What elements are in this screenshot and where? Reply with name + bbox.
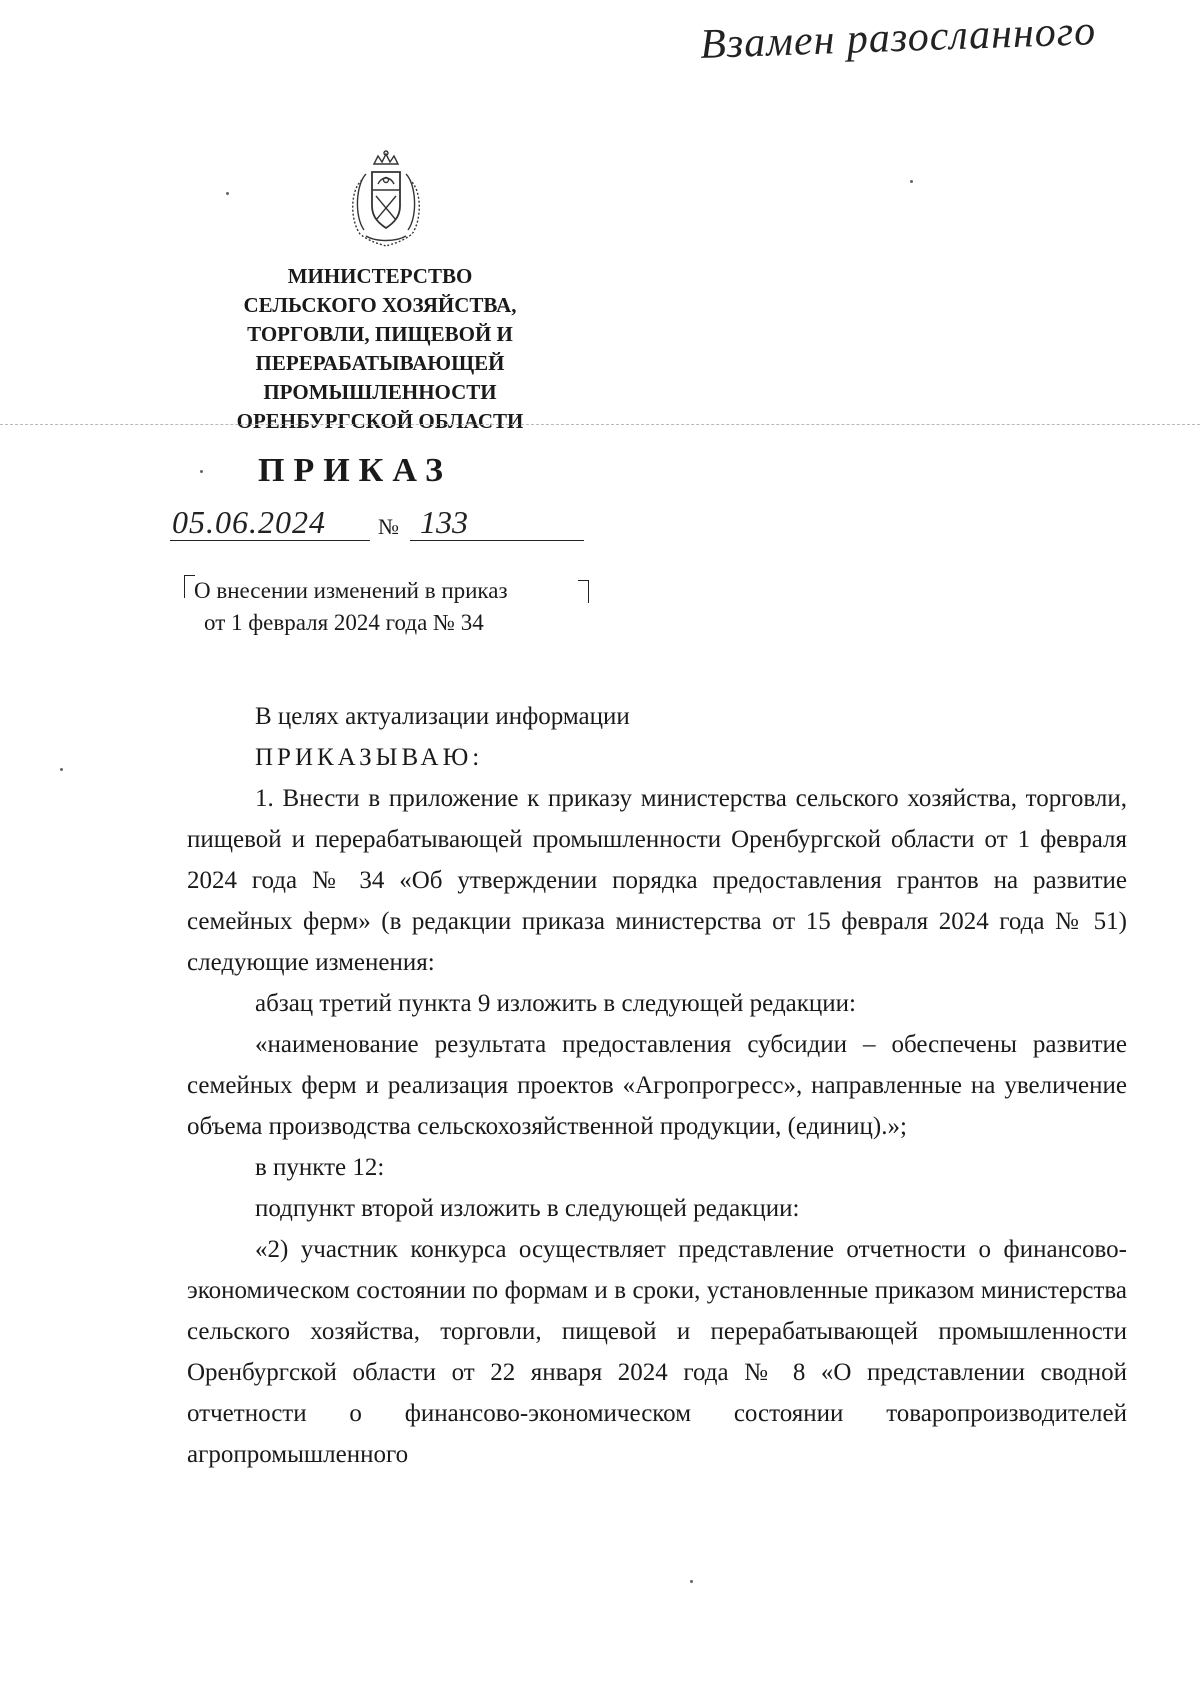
- body-paragraph: подпункт второй изложить в следующей редакции:: [255, 1195, 800, 1222]
- order-date-number-line: [170, 500, 590, 550]
- command-word: ПРИКАЗЫВАЮ:: [255, 744, 484, 771]
- order-subject: [186, 575, 606, 639]
- handwritten-note: Взамен разосланного: [699, 8, 1097, 68]
- order-number: 133: [420, 504, 468, 540]
- scan-separator-line: [0, 424, 1200, 425]
- ministry-line: ТОРГОВЛИ, ПИЩЕВОЙ И: [247, 322, 513, 346]
- ministry-line: ОРЕНБУРГСКОЙ ОБЛАСТИ: [236, 409, 524, 433]
- body-paragraph: в пункте 12:: [255, 1154, 385, 1181]
- scan-speck: [200, 470, 203, 473]
- scan-speck: [226, 192, 229, 195]
- subject-line-2: от 1 февраля 2024 года № 34: [204, 610, 484, 635]
- body-paragraph: 1. Внести в приложение к приказу министерства сельского хозяйства, торговли, пищевой и перерабатывающей промышленности Оренбургской области от 1 февраля 2024 года № 34 «Об утверждении порядка предоставления грантов на развитие семейных ферм» (в редакции приказа министерства от 15 февраля 2024 года № 51) следующие изменения:: [187, 785, 1127, 976]
- scan-speck: [910, 180, 913, 183]
- body-paragraph: «2) участник конкурса осуществляет представление отчетности о финансово-экономическом состоянии по формам и в сроки, установленные приказом министерства сельского хозяйства, торговли, пищевой и перерабатывающей промышленности Оренбургской области от 22 января 2024 года № 8 «О представлении сводной отчетности о финансово-экономическом состоянии товаропроизводителей агропромышленного: [187, 1236, 1127, 1468]
- number-underline: [410, 540, 584, 541]
- date-underline: [170, 540, 370, 541]
- scan-speck: [60, 768, 63, 771]
- scan-speck: [690, 1580, 693, 1583]
- number-sign: №: [378, 514, 399, 539]
- ministry-line: СЕЛЬСКОГО ХОЗЯЙСТВА,: [243, 293, 517, 317]
- preamble: В целях актуализации информации: [255, 703, 630, 730]
- order-date: 05.06.2024: [172, 504, 326, 540]
- document-title: ПРИКАЗ: [258, 452, 452, 489]
- document-body: [187, 696, 1127, 1475]
- subject-line-1: О внесении изменений в приказ: [194, 578, 508, 603]
- coat-of-arms-emblem: [336, 150, 436, 250]
- ministry-line: МИНИСТЕРСТВО: [287, 264, 473, 288]
- ministry-line: ПРОМЫШЛЕННОСТИ: [263, 380, 497, 404]
- body-paragraph: абзац третий пункта 9 изложить в следующей редакции:: [255, 990, 856, 1017]
- ministry-line: ПЕРЕРАБАТЫВАЮЩЕЙ: [255, 351, 505, 375]
- body-paragraph: «наименование результата предоставления субсидии – обеспечены развитие семейных ферм и реализация проектов «Агропрогресс», направленные на увеличение объема производства сельскохозяйственной продукции, (единиц).»;: [187, 1031, 1127, 1140]
- ministry-name-block: [190, 262, 570, 436]
